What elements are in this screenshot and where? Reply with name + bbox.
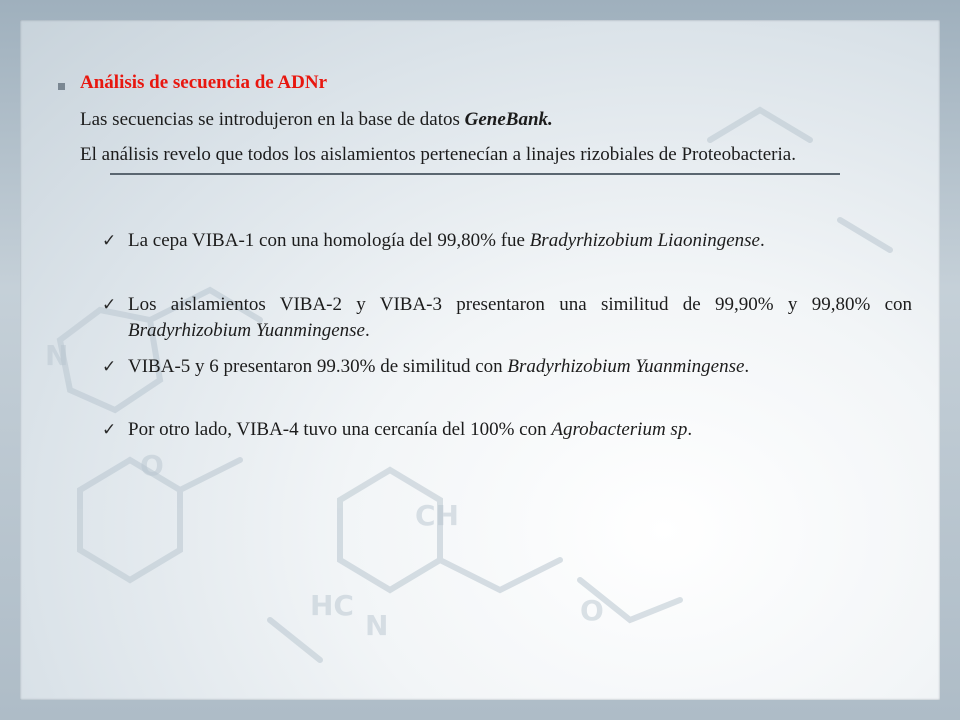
list-item-text-end: . [365,320,370,341]
species-name: Bradyrhizobium Yuanmingense [507,356,745,377]
list-item-text [128,292,912,344]
svg-text:N: N [365,609,389,642]
list-item-text-plain: VIBA-5 y 6 presentaron 99.30% de similitud con [128,356,508,377]
svg-text:CH: CH [415,499,459,532]
list-item-text-plain: La cepa VIBA-1 con una homología del 99,80% fue [128,230,530,251]
list-item-text-end: . [744,356,750,377]
paragraph-genebank [80,108,912,132]
checkmark-icon: ✓ [102,420,117,440]
checkmark-icon: ✓ [102,357,117,377]
species-name: Bradyrhizobium Liaoningense [529,230,760,251]
slide-content [20,20,940,700]
list-item-text [128,354,912,380]
list-item-text [128,417,912,443]
svg-text:HC: HC [310,589,354,622]
species-name: Agrobacterium sp [551,419,688,440]
slide [20,20,940,700]
list-item-text-plain: Por otro lado, VIBA-4 tuvo una cercanía del 100% con [128,419,552,440]
paragraph-analysis: El análisis revelo que todos los aislamientos pertenecían a linajes rizobiales de Proteobacteria. [80,144,796,165]
svg-text:O: O [580,594,604,627]
list-item-text-plain: Los aislamientos VIBA-2 y VIBA-3 presentaron una similitud de 99,90% y 99,80% con [128,294,912,315]
species-name: Bradyrhizobium Yuanmingense [128,320,365,341]
list-item-text-end: . [760,230,765,251]
svg-text:N: N [45,339,69,372]
checkmark-icon: ✓ [102,295,117,315]
square-bullet-icon [58,83,65,90]
paragraph-genebank-text: Las secuencias se introdujeron en la base de datos [80,109,465,130]
list-item-text-end: . [687,419,693,440]
svg-text:O: O [140,449,164,482]
genebank-term: GeneBank. [464,109,553,130]
decorative-underline [110,173,840,175]
checkmark-icon: ✓ [102,231,117,251]
list-item-text [128,228,912,254]
section-heading: Análisis de secuencia de ADNr [80,72,327,93]
